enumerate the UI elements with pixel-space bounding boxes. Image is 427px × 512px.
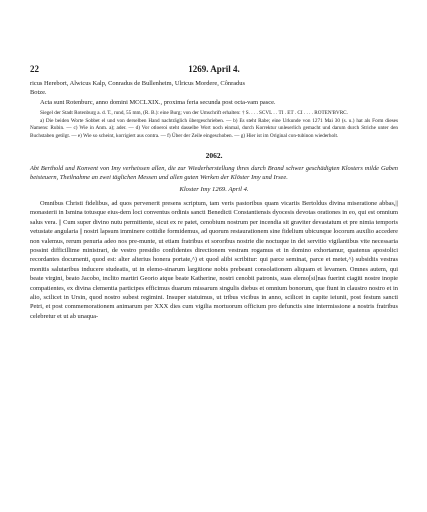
footnotes: a) Die beiden Worte Sobbet el und von derselben Hand nachträglich übergeschrieben. — b) Es steht Rabe; eine Urkunde von 1271 Mai 30 (s. u.) hat als Form dieses Namens: Rubin. — c) Wie in Anm. a); ader. — d) Vor otloeroi steht dasselbe Wort noch einmal, durch Korrektur unleserlich gemacht und darum durch Striche unter den Buchstaben getilgt. — e) Wie so scheint, korrigiert aus contra. — f) Über der Zeile eingeschoben. — g) Hier ist im Original con-tubinon wiederholt. bbox=[30, 117, 398, 139]
document-summary: Abt Berthold und Konvent von Imy verheissen allen, die zur Wiederherstellung ihres durch Brand schwer geschädigten Klosters milde Gaben beisteuern, Theilnahme an zwei täglichen Messen und allen guten Werken der Klöster Imy und Irsee. bbox=[30, 164, 398, 181]
document-dateline: Kloster Imy 1269. April 4. bbox=[179, 186, 249, 193]
document-number: 2062. bbox=[205, 150, 223, 160]
witness-line-1: ricus Herebort, Alwicus Kalp, Conradus de Bullenheim, Ulricus Mordere, Cônradus bbox=[30, 80, 245, 87]
witness-line-2: Botze. bbox=[30, 89, 47, 97]
seal-note: Siegel der Stadt Rotenburg a. d. T., rund, 55 mm, (R. B.): eine Burg; von der Umschrift erhalten: † S. . . . SCVL . . TI . ET . CI . . . . ROTEN'BVRC. bbox=[40, 110, 348, 117]
page-number: 22 bbox=[30, 64, 39, 74]
document-body: Omnibus Christi fidelibus, ad quos pervenerit presens scriptum, tam veris pastoribus quam vicariis Bertoldus divina miseratione abbas,|| monasterii in Ismina totusque eius-dem loci conventus ordinis sancti Benedicti Constantiensis dyocesis devotas orationes in eo, qui est omnium salus vera. || Cum super divino nutu permittente, sicut ex re patet, cenobium nostrum per incendia sit graviter devastatum et pre nimia temporis vetustate angularia || nostri lapsum imminere cottidie formidemus, ad quorum restaurationem sine fidelium ubicunque locorum auxilio accedere non valemus, rerum penuria adeo nos pre-munte, ut etiam fratribus et sororibus nostrie die noctuque in dei servitio vigilantibus vite necessaria possint difficillime ministrari, de vestro presidio confidentes directionem vestram rogamus et in domino exhortamur, quatenus apostolici recordantes documenti, quod est: alter alterius honera portate,^) et quod alibi scribitur: qui parce seminat, parce et metet,^) subsidiis vestras monitis salutaribus inducere studeatis, ut in elemo-sinarum largitione nobis prebeant consolationem aliquam et levamen. Omnes autem, qui beate virgini, beato Jacobo, inclito martiri Georio atque beate Katherine, nostri cenobii patronis, suas elemo[si]nas fuerint ciagiti nostre inopie compatientes, ex divina clementia participes efficimus duarum missarum singulis diebus et omnium bonorum, que fiunt in claustro nostro et in alio, scilicet in Ursin, quod nostro subest regimini. Insuper statuimus, ut tribus vicibus in anno, scilicet in capite ieiunii, post festum sancti Petri, et post commemorationem animarum per XXX dies cum vigilia mortuorum officium pro defunctis sine intermissione a nostris fratribus celebretur et ut ab unaqua- bbox=[30, 200, 398, 320]
page-header bbox=[30, 64, 398, 74]
actum-line: Acta sunt Rotenburc, anno domini MCCLXIX., proxima feria secunda post octa-vam pasce. bbox=[40, 98, 276, 106]
running-title: 1269. April 4. bbox=[188, 64, 240, 74]
document-page bbox=[30, 64, 398, 321]
